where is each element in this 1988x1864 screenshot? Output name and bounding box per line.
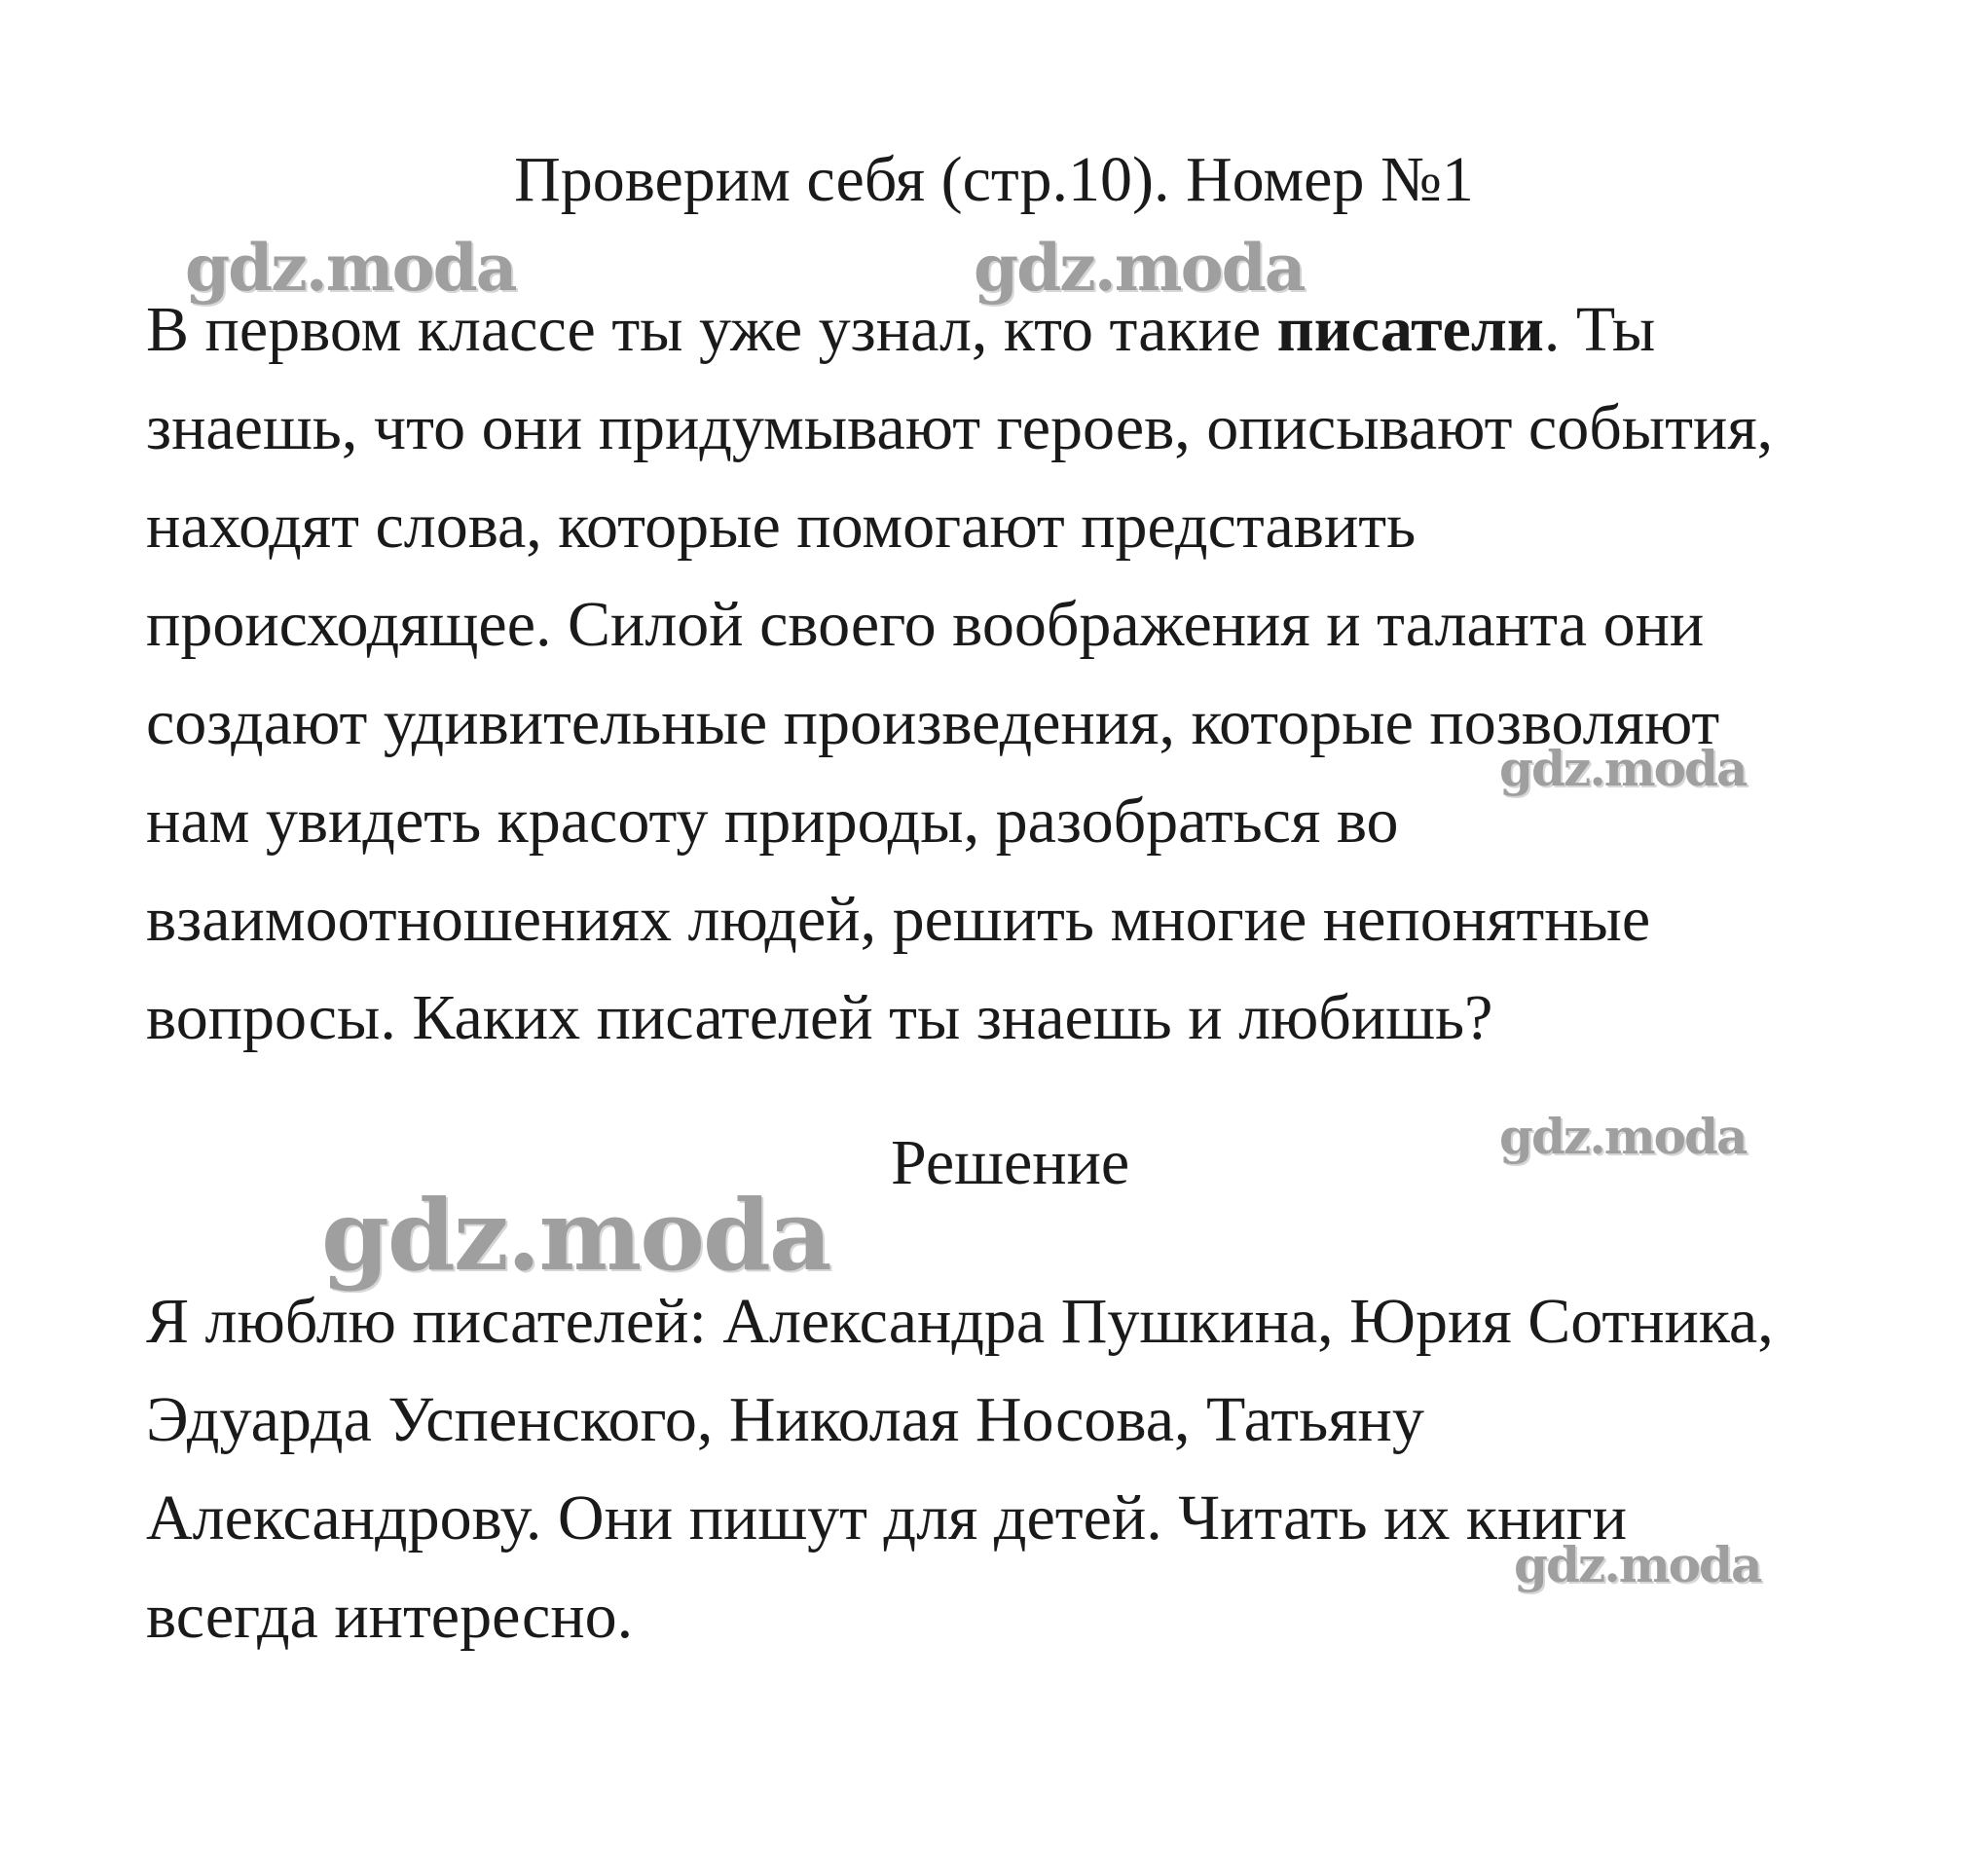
question-line-3: находят слова, которые помогают представить — [146, 491, 1417, 562]
question-paragraph — [146, 280, 1898, 1067]
question-line-8: вопросы. Каких писателей ты знаешь и любишь? — [146, 982, 1493, 1053]
question-line-1-end: . Ты — [1543, 294, 1656, 365]
watermark: gdz.moda — [1499, 740, 1747, 797]
keyword-writers: писатели — [1276, 294, 1544, 365]
answer-line-1: Я люблю писателей: Александра Пушкина, Юрия Сотника, — [146, 1286, 1774, 1357]
question-line-2: знаешь, что они придумывают героев, описывают события, — [146, 392, 1774, 463]
page-title: Проверим себя (стр.10). Номер №1 — [514, 144, 1474, 215]
watermark: gdz.moda — [321, 1178, 830, 1293]
watermark: gdz.moda — [185, 230, 516, 306]
answer-paragraph — [146, 1272, 1898, 1665]
question-line-4: происходящее. Силой своего воображения и таланта они — [146, 589, 1705, 660]
watermark: gdz.moda — [1514, 1536, 1761, 1593]
answer-line-3: Александрову. Они пишут для детей. Читать их книги — [146, 1482, 1628, 1553]
question-line-5: создают удивительные произведения, которые позволяют — [146, 687, 1720, 758]
question-line-6: нам увидеть красоту природы, разобраться во — [146, 786, 1399, 857]
solution-heading: Решение — [891, 1127, 1130, 1198]
watermark: gdz.moda — [974, 230, 1305, 306]
question-line-7: взаимоотношениях людей, решить многие непонятные — [146, 884, 1651, 955]
answer-line-2: Эдуарда Успенского, Николая Носова, Татьяну — [146, 1384, 1424, 1455]
answer-line-4: всегда интересно. — [146, 1581, 634, 1652]
question-line-1-start: В первом классе ты уже узнал, кто такие — [146, 294, 1277, 365]
watermark: gdz.moda — [1499, 1108, 1747, 1165]
